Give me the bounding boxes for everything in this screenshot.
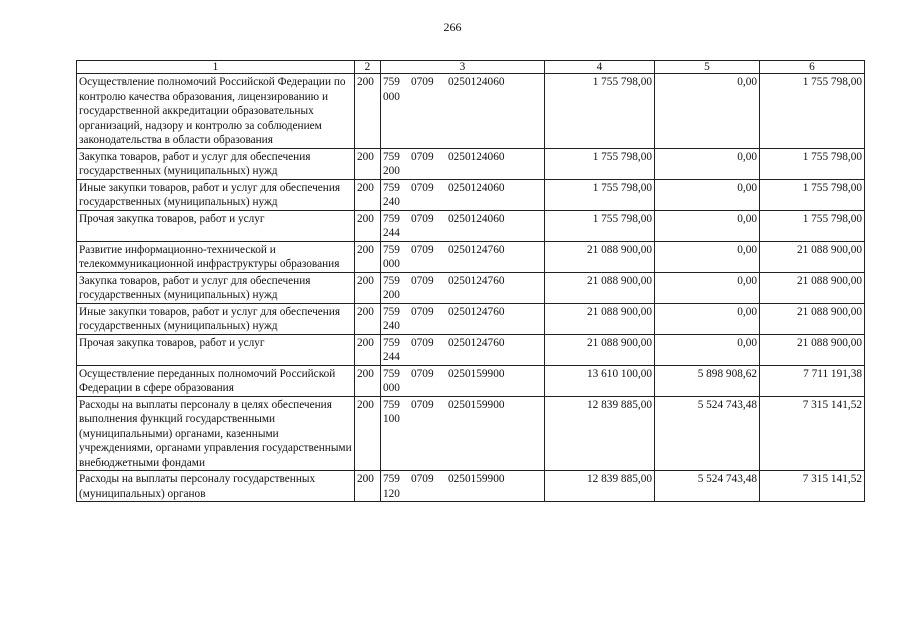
row-col-2: 200 <box>355 74 381 149</box>
table-row <box>77 471 865 502</box>
code-expense-type: 120 <box>383 487 400 500</box>
header-col-5: 5 <box>655 61 760 74</box>
row-col-2: 200 <box>355 365 381 396</box>
code-target-item: 0250124760 <box>448 243 505 256</box>
table-row <box>77 148 865 179</box>
code-section: 0709 <box>411 243 434 256</box>
code-target-item: 0250124060 <box>448 212 505 225</box>
code-section: 0709 <box>411 76 434 88</box>
row-col-5: 0,00 <box>655 303 760 334</box>
row-col-4: 21 088 900,00 <box>545 303 655 334</box>
row-col-6: 21 088 900,00 <box>760 303 865 334</box>
row-col-6: 1 755 798,00 <box>760 74 865 149</box>
row-code <box>381 303 545 334</box>
row-col-2: 200 <box>355 210 381 241</box>
header-col-4: 4 <box>545 61 655 74</box>
row-code <box>381 272 545 303</box>
code-ved: 759 <box>383 212 400 225</box>
row-col-4: 1 755 798,00 <box>545 148 655 179</box>
page-number: 266 <box>443 20 462 34</box>
code-expense-type: 000 <box>383 90 400 103</box>
row-code <box>381 334 545 365</box>
row-code <box>381 396 545 471</box>
row-col-2: 200 <box>355 148 381 179</box>
row-col-5: 0,00 <box>655 241 760 272</box>
row-code <box>381 241 545 272</box>
code-target-item: 0250124760 <box>448 305 505 318</box>
table-row <box>77 334 865 365</box>
code-expense-type: 240 <box>383 196 400 208</box>
code-expense-type: 200 <box>383 165 400 177</box>
row-col-5: 5 898 908,62 <box>655 365 760 396</box>
row-name: Расходы на выплаты персоналу государственных (муниципальных) органов <box>77 471 355 502</box>
code-expense-type: 240 <box>383 320 400 332</box>
row-name: Закупка товаров, работ и услуг для обеспечения государственных (муниципальных) нужд <box>77 148 355 179</box>
row-col-5: 0,00 <box>655 148 760 179</box>
header-col-2: 2 <box>355 61 381 74</box>
code-target-item: 0250124760 <box>448 336 505 349</box>
row-col-4: 1 755 798,00 <box>545 179 655 210</box>
row-col-5: 0,00 <box>655 334 760 365</box>
row-col-6: 1 755 798,00 <box>760 210 865 241</box>
table-row <box>77 303 865 334</box>
code-expense-type: 000 <box>383 258 400 270</box>
row-name: Осуществление переданных полномочий Российской Федерации в сфере образования <box>77 365 355 396</box>
row-col-6: 7 711 191,38 <box>760 365 865 396</box>
row-col-5: 5 524 743,48 <box>655 471 760 502</box>
table-row <box>77 179 865 210</box>
code-section: 0709 <box>411 336 434 349</box>
code-ved: 759 <box>383 398 400 411</box>
row-col-6: 21 088 900,00 <box>760 334 865 365</box>
code-ved: 759 <box>383 367 400 380</box>
row-col-4: 1 755 798,00 <box>545 210 655 241</box>
row-col-6: 21 088 900,00 <box>760 272 865 303</box>
row-code <box>381 148 545 179</box>
row-col-4: 21 088 900,00 <box>545 241 655 272</box>
code-target-item: 0250159900 <box>448 367 505 380</box>
row-name: Развитие информационно-технической и телекоммуникационной инфраструктуры образования <box>77 241 355 272</box>
code-section: 0709 <box>411 367 434 380</box>
row-col-6: 21 088 900,00 <box>760 241 865 272</box>
code-target-item: 0250124060 <box>448 150 505 163</box>
code-ved: 759 <box>383 336 400 349</box>
row-name: Осуществление полномочий Российской Федерации по контролю качества образования, лицензированию и государственной аккредитации образовательных организаций, надзору и контролю за соблюдением законодательства в области образования <box>77 74 355 149</box>
code-ved: 759 <box>383 243 400 256</box>
row-col-4: 21 088 900,00 <box>545 272 655 303</box>
row-col-5: 0,00 <box>655 179 760 210</box>
code-ved: 759 <box>383 274 400 287</box>
row-col-4: 21 088 900,00 <box>545 334 655 365</box>
row-col-6: 7 315 141,52 <box>760 396 865 471</box>
row-col-4: 12 839 885,00 <box>545 471 655 502</box>
row-code <box>381 365 545 396</box>
row-code <box>381 179 545 210</box>
row-col-5: 0,00 <box>655 74 760 149</box>
code-target-item: 0250124060 <box>448 76 505 88</box>
table-row <box>77 396 865 471</box>
row-code <box>381 471 545 502</box>
table-row <box>77 272 865 303</box>
row-col-4: 13 610 100,00 <box>545 365 655 396</box>
row-col-2: 200 <box>355 471 381 502</box>
row-col-2: 200 <box>355 303 381 334</box>
table-row <box>77 74 865 149</box>
code-ved: 759 <box>383 473 400 485</box>
row-col-5: 0,00 <box>655 272 760 303</box>
code-ved: 759 <box>383 305 400 318</box>
code-section: 0709 <box>411 150 434 163</box>
row-name: Прочая закупка товаров, работ и услуг <box>77 210 355 241</box>
code-expense-type: 000 <box>383 382 400 394</box>
row-name: Иные закупки товаров, работ и услуг для обеспечения государственных (муниципальных) нужд <box>77 179 355 210</box>
row-col-2: 200 <box>355 179 381 210</box>
row-col-5: 0,00 <box>655 210 760 241</box>
code-expense-type: 244 <box>383 351 400 363</box>
code-section: 0709 <box>411 305 434 318</box>
row-col-4: 1 755 798,00 <box>545 74 655 149</box>
row-name: Расходы на выплаты персоналу в целях обеспечения выполнения функций государственными (муниципальными) органами, казенными учреждениями, органами управления государственными внебюджетными фондами <box>77 396 355 471</box>
row-col-5: 5 524 743,48 <box>655 396 760 471</box>
code-ved: 759 <box>383 181 400 194</box>
table-row <box>77 210 865 241</box>
row-col-6: 1 755 798,00 <box>760 179 865 210</box>
row-code <box>381 210 545 241</box>
code-ved: 759 <box>383 150 400 163</box>
row-col-4: 12 839 885,00 <box>545 396 655 471</box>
row-col-2: 200 <box>355 396 381 471</box>
code-target-item: 0250159900 <box>448 398 505 411</box>
header-col-1: 1 <box>77 61 355 74</box>
code-section: 0709 <box>411 181 434 194</box>
row-name: Иные закупки товаров, работ и услуг для обеспечения государственных (муниципальных) нужд <box>77 303 355 334</box>
code-expense-type: 200 <box>383 289 400 301</box>
code-ved: 759 <box>383 76 400 88</box>
table-row <box>77 365 865 396</box>
code-section: 0709 <box>411 398 434 411</box>
code-target-item: 0250124060 <box>448 181 505 194</box>
header-col-3: 3 <box>381 61 545 74</box>
code-section: 0709 <box>411 473 434 485</box>
row-col-2: 200 <box>355 334 381 365</box>
code-section: 0709 <box>411 212 434 225</box>
row-col-2: 200 <box>355 241 381 272</box>
row-name: Прочая закупка товаров, работ и услуг <box>77 334 355 365</box>
table-row <box>77 241 865 272</box>
row-name: Закупка товаров, работ и услуг для обеспечения государственных (муниципальных) нужд <box>77 272 355 303</box>
code-target-item: 0250124760 <box>448 274 505 287</box>
table-header-row <box>77 61 865 74</box>
budget-table <box>76 60 865 502</box>
row-code <box>381 74 545 149</box>
row-col-6: 1 755 798,00 <box>760 148 865 179</box>
code-section: 0709 <box>411 274 434 287</box>
row-col-6: 7 315 141,52 <box>760 471 865 502</box>
code-expense-type: 244 <box>383 227 400 239</box>
header-col-6: 6 <box>760 61 865 74</box>
row-col-2: 200 <box>355 272 381 303</box>
code-expense-type: 100 <box>383 413 400 425</box>
code-target-item: 0250159900 <box>448 473 505 485</box>
